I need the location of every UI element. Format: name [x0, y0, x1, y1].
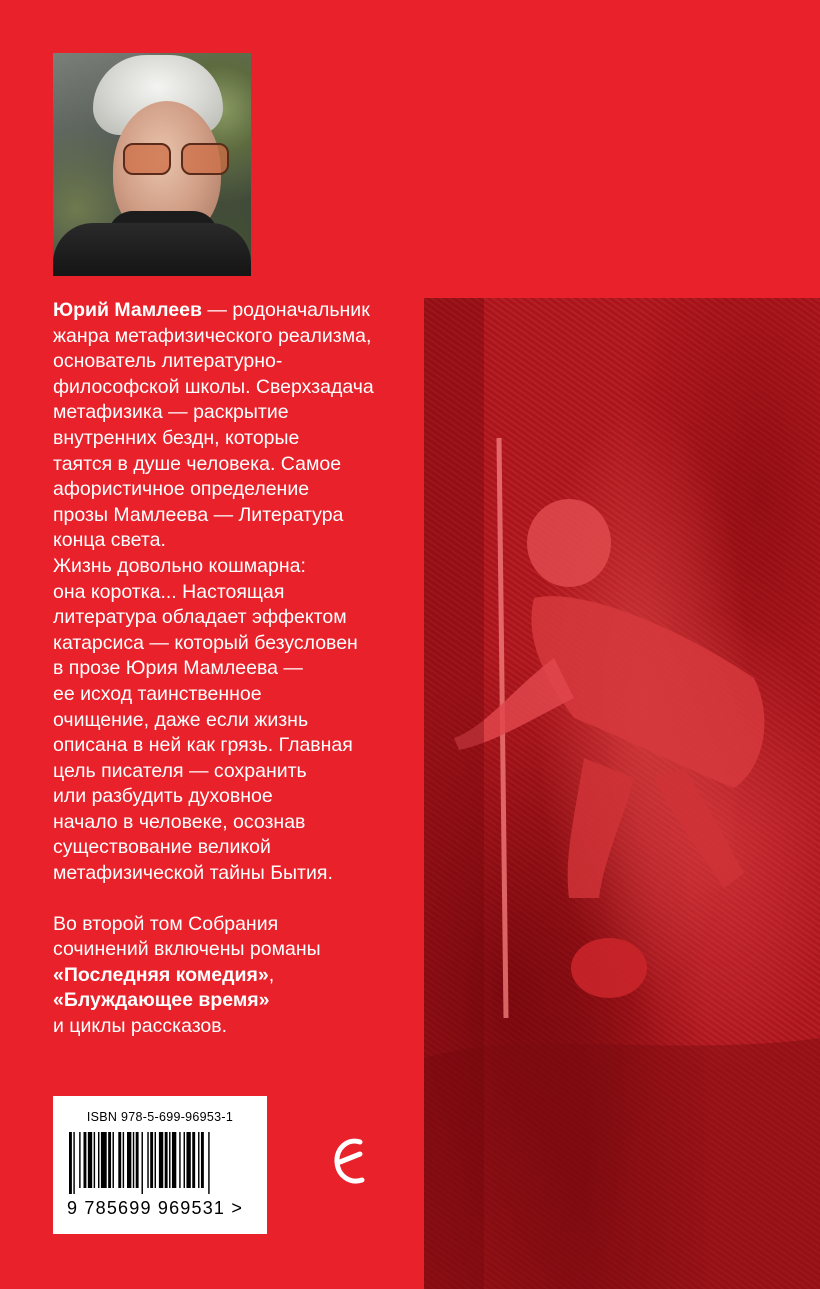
barcode-bar: [123, 1132, 124, 1188]
text-line: [53, 988, 403, 1014]
volume-paragraph: [53, 912, 403, 1040]
barcode-digits: 9 785699 969531 >: [67, 1198, 244, 1218]
barcode-bar: [69, 1132, 72, 1194]
plain-text: литература обладает эффектом: [53, 606, 347, 629]
text-line: [53, 631, 403, 657]
barcode-bar: [198, 1132, 199, 1188]
plain-text: ,: [268, 963, 275, 986]
plain-text: катарсиса — который безусловен: [53, 631, 358, 654]
text-line: [53, 784, 403, 810]
text-line: [53, 605, 403, 631]
barcode-bar: [155, 1132, 156, 1188]
text-line: [53, 937, 403, 963]
plain-text: она коротка... Настоящая: [53, 580, 285, 603]
plain-text: в прозе Юрия Мамлеева —: [53, 657, 303, 680]
author-photo: [53, 53, 251, 276]
painting-panel: [424, 298, 820, 1289]
barcode-bar: [165, 1132, 168, 1188]
plain-text: или разбудить духовное: [53, 785, 273, 808]
bold-text: «Блуждающее время»: [53, 989, 270, 1012]
description-paragraph: [53, 298, 403, 887]
barcode-bar: [127, 1132, 131, 1188]
plain-text: существование великой: [53, 836, 271, 859]
barcode-bar: [94, 1132, 95, 1188]
text-line: [53, 580, 403, 606]
barcode-bar: [108, 1132, 111, 1188]
barcode-bar: [98, 1132, 99, 1188]
barcode-bar: [118, 1132, 121, 1188]
plain-text: основатель литературно-: [53, 350, 283, 373]
plain-text: жанра метафизического реализма,: [53, 324, 372, 347]
text-line: [53, 963, 403, 989]
text-line: [53, 298, 403, 324]
painting-figure: [424, 298, 820, 1289]
barcode-bar: [142, 1132, 143, 1194]
text-line: [53, 452, 403, 478]
text-line: [53, 400, 403, 426]
barcode-bar: [201, 1132, 204, 1188]
text-line: [53, 861, 403, 887]
barcode-bar: [88, 1132, 92, 1188]
plain-text: Во второй том Собрания: [53, 912, 279, 935]
isbn-text: ISBN 978-5-699-96953-1: [86, 1110, 234, 1124]
barcode-bar: [192, 1132, 195, 1188]
plain-text: — родоначальник: [201, 299, 370, 321]
plain-text: очищение, даже если жизнь: [53, 708, 309, 731]
plain-text: ее исход таинственное: [53, 682, 262, 705]
barcode-bar: [172, 1132, 176, 1188]
text-line: [53, 835, 403, 861]
plain-text: описана в ней как грязь. Главная: [53, 734, 353, 757]
barcode-bar: [113, 1132, 114, 1188]
description-text: [53, 298, 403, 1040]
text-line: [53, 375, 403, 401]
plain-text: сочинений включены романы: [53, 938, 321, 961]
photo-jacket: [53, 223, 251, 276]
text-line: [53, 1014, 403, 1040]
barcode-bar: [186, 1132, 190, 1188]
barcode-bar: [136, 1132, 139, 1188]
text-line: [53, 656, 403, 682]
plain-text: и циклы рассказов.: [53, 1015, 228, 1038]
text-line: [53, 503, 403, 529]
text-line: [53, 912, 403, 938]
text-line: [53, 554, 403, 580]
plain-text: внутренних бездн, которые: [53, 426, 300, 449]
bold-text: Юрий Мамлеев: [53, 299, 202, 321]
plain-text: Жизнь довольно кошмарна:: [53, 554, 306, 577]
text-line: [53, 708, 403, 734]
barcode-bar: [79, 1132, 80, 1188]
barcode-bar: [133, 1132, 134, 1188]
barcode-bars: [69, 1132, 251, 1194]
barcode-bar: [208, 1132, 209, 1194]
barcode-bar: [169, 1132, 170, 1188]
barcode-bar: [184, 1132, 185, 1188]
photo-glasses: [123, 143, 233, 175]
text-line: [53, 324, 403, 350]
eksmo-logo-icon: [330, 1132, 370, 1192]
text-line: [53, 426, 403, 452]
barcode-bar: [150, 1132, 153, 1188]
text-line: [53, 682, 403, 708]
plain-text: цель писателя — сохранить: [53, 759, 307, 782]
text-line: [53, 759, 403, 785]
barcode-bar: [84, 1132, 87, 1188]
barcode-bar: [147, 1132, 148, 1188]
text-line: [53, 528, 403, 554]
barcode-bar: [73, 1132, 74, 1194]
plain-text: метафизика — раскрытие: [53, 401, 289, 424]
text-line: [53, 349, 403, 375]
plain-text: таятся в душе человека. Самое: [53, 452, 342, 475]
plain-text: философской школы. Сверхзадача: [53, 375, 374, 398]
barcode-bar: [159, 1132, 163, 1188]
plain-text: начало в человеке, осознав: [53, 810, 306, 833]
plain-text: прозы Мамлеева — Литература: [53, 503, 344, 526]
plain-text: метафизической тайны Бытия.: [53, 862, 333, 885]
text-line: [53, 477, 403, 503]
barcode-bar: [101, 1132, 107, 1188]
plain-text: афористичное определение: [53, 478, 310, 501]
text-line: [53, 810, 403, 836]
bold-text: «Последняя комедия»: [53, 963, 269, 986]
plain-text: конца света.: [53, 529, 166, 552]
text-line: [53, 733, 403, 759]
barcode-block: [53, 1096, 267, 1234]
barcode-bar: [179, 1132, 180, 1188]
